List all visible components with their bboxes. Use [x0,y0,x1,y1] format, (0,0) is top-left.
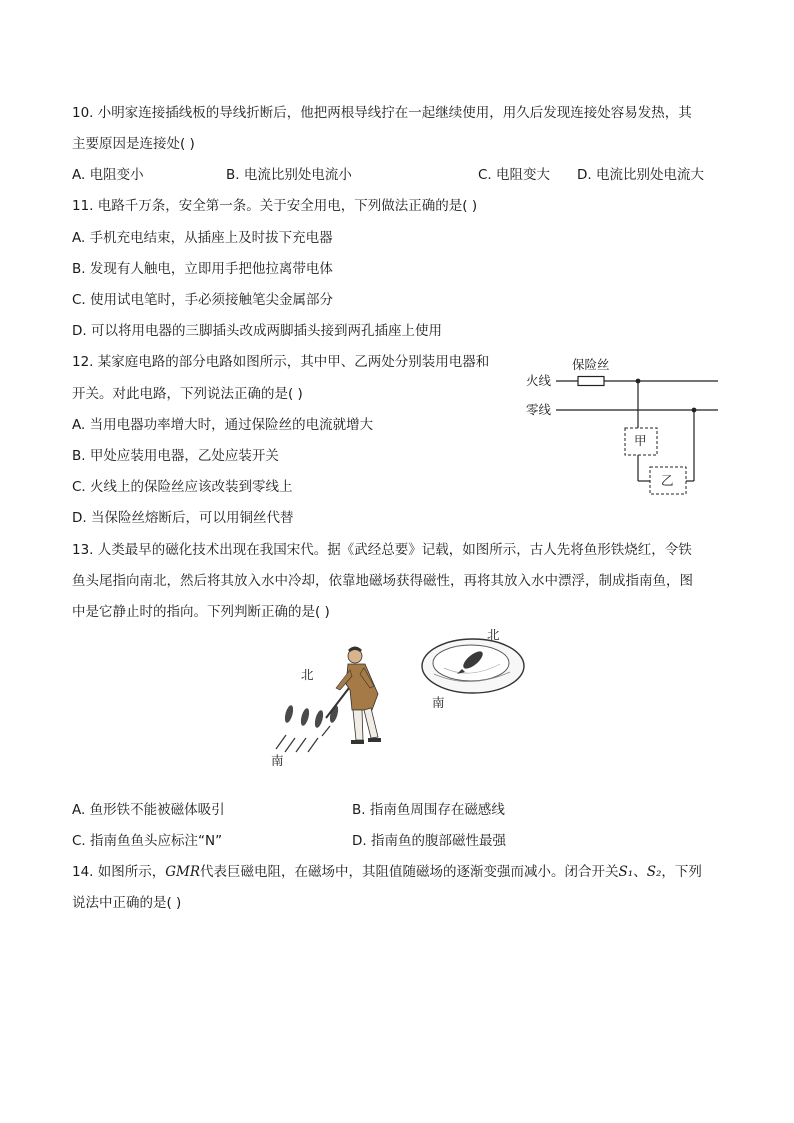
q14-text-b: 代表巨磁电阻，在磁场中，其阻值随磁场的逐渐变强而减小。闭合开关 [200,864,619,880]
q10-stem-line2: 主要原因是连接处( ) [72,136,195,152]
q10-option-d: D. 电流比别处电流大 [577,167,704,183]
q13-option-c: C. 指南鱼鱼头应标注“N” [72,833,223,849]
q13-stem-line1: 13. 人类最早的磁化技术出现在我国宋代。据《武经总要》记载，如图所示，古人先将鱼形铁烧红，令铁 [72,542,692,558]
q14-stem-line2: 说法中正确的是( ) [72,895,182,911]
q14-separator: 、 [633,864,647,880]
q14-gmr: GMR [165,864,201,880]
q12-stem-line2: 开关。对此电路，下列说法正确的是( ) [72,386,303,402]
q11-stem: 11. 电路千万条，安全第一条。关于安全用电，下列做法正确的是( ) [72,198,478,214]
q13-option-a: A. 鱼形铁不能被磁体吸引 [72,802,225,818]
q11-option-b: B. 发现有人触电，立即用手把他拉离带电体 [72,261,333,277]
q14-stem-line1 [72,862,702,882]
q12-option-d: D. 当保险丝熔断后，可以用铜丝代替 [72,510,294,526]
q14-switch-s2: S₂ [646,864,662,880]
neutral-wire-label: 零线 [526,402,552,417]
q14-switch-s1: S₁ [618,864,634,880]
q13-stem-line2: 鱼头尾指向南北，然后将其放入水中冷却，依靠地磁场获得磁性，再将其放入水中漂浮，制成指南鱼，图 [72,573,693,589]
box-yi-label: 乙 [661,473,674,488]
live-wire-label: 火线 [526,373,552,388]
south-label-1: 南 [271,753,284,768]
q10-option-c: C. 电阻变大 [478,167,551,183]
q14-text-c: ，下列 [661,864,702,880]
north-label-1: 北 [301,667,314,682]
q10-option-a: A. 电阻变小 [72,167,144,183]
box-jia-label: 甲 [634,433,647,448]
q13-stem-line3: 中是它静止时的指向。下列判断正确的是( ) [72,604,330,620]
q11-option-a: A. 手机充电结束，从插座上及时拔下充电器 [72,230,333,246]
south-label-2: 南 [432,695,445,710]
q11-option-d: D. 可以将用电器的三脚插头改成两脚插头接到两孔插座上使用 [72,323,442,339]
q10-stem-line1: 10. 小明家连接插线板的导线折断后，他把两根导线拧在一起继续使用，用久后发现连接处容易发热，其 [72,105,692,121]
ground-marks [276,726,330,752]
q12-option-a: A. 当用电器功率增大时，通过保险丝的电流就增大 [72,417,374,433]
fish-iron-pieces [283,704,339,728]
fuse-label: 保险丝 [572,357,610,372]
bowl-with-fish [422,639,524,693]
q12-option-b: B. 甲处应装用电器，乙处应装开关 [72,448,279,464]
north-label-2: 北 [487,627,500,642]
q13-option-d: D. 指南鱼的腹部磁性最强 [352,833,506,849]
q14-text-a: 14. 如图所示， [72,864,166,880]
q12-stem-line1: 12. 某家庭电路的部分电路如图所示，其中甲、乙两处分别装用电器和 [72,354,490,370]
q10-option-b: B. 电流比别处电流小 [226,167,352,183]
q13-option-b: B. 指南鱼周围存在磁感线 [352,802,505,818]
q11-option-c: C. 使用试电笔时，手必须接触笔尖金属部分 [72,292,334,308]
q12-option-c: C. 火线上的保险丝应该改装到零线上 [72,479,293,495]
